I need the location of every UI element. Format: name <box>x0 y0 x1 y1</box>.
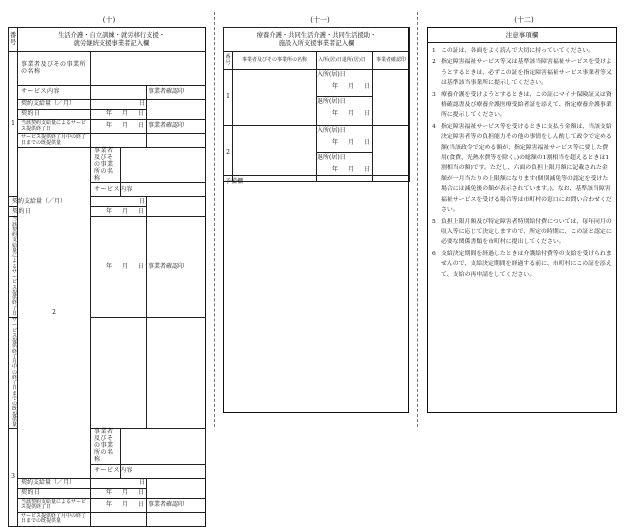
dates-field[interactable] <box>317 70 373 126</box>
contract-amount-unit: 日 <box>91 100 147 110</box>
confirm-stamp-label: 事業者確認印 <box>147 86 206 100</box>
header-number: 番号 <box>9 28 18 52</box>
end-date-field[interactable]: 年 月 日 <box>91 217 147 318</box>
col-number: 番号 <box>224 52 233 70</box>
note-number: 2 <box>432 59 436 66</box>
entry-used-amount-row <box>9 134 206 148</box>
used-amount-field[interactable] <box>91 512 147 526</box>
end-date-label: 当該契約支給量によるサービス提供終了日 <box>18 498 91 512</box>
confirm-stamp-field[interactable] <box>147 100 206 120</box>
note-number: 3 <box>432 91 436 98</box>
entry-end-date-row <box>9 120 206 134</box>
note-text: 療養介護を受けようとするときは、この証にマイナ保険証又は資格確認書及び療養介護医療受給者証を添えて、指定療養介護事業所に提示してください。 <box>441 91 612 119</box>
end-date-field[interactable]: 年 月 日 <box>91 498 147 512</box>
provider-record-table <box>8 27 206 527</box>
page-number: (十二) <box>514 16 534 24</box>
entry-used-amount-row <box>9 512 206 526</box>
note-text: 負担上限月額及び特定障害者特別給付費については、毎年同月の収入等に応じて決定しますので、所定の時期に、この証と認定に必要な関係書類を市町村に提出してください。 <box>441 218 612 246</box>
dates-field[interactable] <box>317 126 373 182</box>
contract-date-label: 契約日 <box>18 488 91 498</box>
service-field[interactable] <box>121 464 206 478</box>
note-text: この証は、各面をよく読んで大切に持っていてください。 <box>441 48 595 54</box>
confirm-stamp-label: 事業者確認印 <box>147 498 206 512</box>
page-11 <box>214 0 424 439</box>
note-number: 1 <box>432 48 436 54</box>
notes-divider <box>223 175 409 176</box>
entry-provider-row <box>9 148 206 183</box>
page-12 <box>417 0 627 439</box>
confirm-stamp-label: 事業者確認印 <box>147 217 206 318</box>
service-field[interactable] <box>91 86 147 100</box>
contract-date-field[interactable]: 年 月 日 <box>91 207 147 217</box>
provider-name-field[interactable] <box>233 70 317 126</box>
provider-name-label: 事業者及びその事業所の名称 <box>18 52 91 86</box>
confirm-stamp-field[interactable] <box>147 318 206 429</box>
page-number: (十一) <box>310 16 330 24</box>
entry-number: 1 <box>9 52 18 197</box>
contract-amount-label: 契約支給量（／月） <box>18 100 91 110</box>
entry-service-row <box>9 86 206 100</box>
note-item <box>432 249 612 280</box>
confirm-stamp-field[interactable] <box>373 126 410 182</box>
service-label: サービス内容 <box>91 183 121 197</box>
contract-amount-label: 契約支給量（／月） <box>18 478 91 488</box>
entry-end-date-row <box>9 498 206 512</box>
entry-number: 1 <box>224 70 233 126</box>
provider-name-field[interactable] <box>121 148 206 183</box>
contract-amount-unit: 日 <box>91 197 147 207</box>
note-number: 6 <box>432 250 436 257</box>
service-field[interactable] <box>121 183 206 197</box>
used-amount-label: サービス提供終了月中の終了日までの既提供量 <box>18 134 91 148</box>
note-text: 指定障害福祉サービス等を受けるときに支払う金額は、当該支給決定障害者等の負担能力その他の事情をしん酌して政令で定める額(当該政令で定める額が、指定障害福祉サービス等に要した費用(食費、光熱水費等を除く。)の総額の1割相当を超えるときは1割相当の額)です。ただし、六面の負担上限月額に記載された金額が一月当たりの上限額になります(個別減免等の認定を受けた場合には減免後の額が表示されています。)。なお、基準該当障害福祉サービスを受ける場合等は市町村の窓口にお問い合わせください。 <box>441 123 612 214</box>
provider-name-label: 事業者及びその事業所の名称 <box>91 148 121 183</box>
notes-frame <box>427 27 617 413</box>
end-date-field[interactable]: 年 月 日 <box>91 120 147 134</box>
provider-name-label: 事業者及びその事業所の名称 <box>91 429 121 464</box>
page-10 <box>0 0 210 525</box>
contract-date-field[interactable]: 年 月 日 <box>91 488 147 498</box>
note-text: 指定障害福祉サービス等又は基準該当障害福祉サービスを受けようとするときは、必ずこの証を指定障害福祉サービス事業者等又は基準該当事業所に提示してください。 <box>441 59 612 87</box>
entry-number: 2 <box>224 126 233 182</box>
entry-contract-amount-row <box>9 100 206 110</box>
col-confirm: 事業者確認印 <box>373 52 410 70</box>
contract-amount-label: 契約支給量（／月） <box>9 197 18 207</box>
note-item <box>432 122 612 216</box>
used-amount-label: サービス提供終了月中の終了日までの既提供量 <box>9 318 18 429</box>
contract-amount-unit: 日 <box>91 478 147 488</box>
notes-label: 予備欄 <box>225 178 244 185</box>
col-provider: 事業者及びその事業所の名称 <box>233 52 317 70</box>
residence-table <box>223 27 410 182</box>
confirm-stamp-field[interactable] <box>147 512 206 526</box>
note-item <box>432 46 612 56</box>
provider-name-field[interactable] <box>121 429 206 464</box>
contract-date-label: 契約日 <box>18 110 91 120</box>
note-number: 5 <box>432 218 436 225</box>
note-item <box>432 57 612 88</box>
confirm-stamp-field[interactable] <box>147 134 206 148</box>
confirm-stamp-label: 事業者確認印 <box>147 120 206 134</box>
entry-number: 3 <box>9 429 18 526</box>
entry-contract-amount-row <box>9 478 206 488</box>
provider-name-field[interactable] <box>233 126 317 182</box>
residence-entry-row <box>224 126 410 182</box>
header-title: 療養介護・共同生活介護・共同生活援助・ 施設入所支援事業者記入欄 <box>224 28 410 52</box>
entry-number: 2 <box>18 148 91 479</box>
notes-list <box>432 46 612 281</box>
header-title: 生活介護・自立訓練・就労移行支援・ 就労継続支援事業者記入欄 <box>18 28 206 52</box>
used-amount-field[interactable] <box>91 134 147 148</box>
note-item <box>432 90 612 121</box>
confirm-stamp-field[interactable] <box>147 197 206 217</box>
contract-date-field[interactable]: 年 月 日 <box>91 110 147 120</box>
col-dates: 入所(居)日退所(居)日 <box>317 52 373 70</box>
service-label: サービス内容 <box>18 86 91 100</box>
end-date-label: 当該契約支給量によるサービス提供終了日 <box>18 120 91 134</box>
service-label: サービス内容 <box>91 464 121 478</box>
admission-date[interactable]: 入所(居)日 年 月 日 <box>317 126 372 153</box>
note-item <box>432 217 612 248</box>
note-number: 4 <box>432 123 436 130</box>
discharge-date[interactable]: 退所(居)日 年 月 日 <box>317 98 370 117</box>
used-amount-field[interactable] <box>91 318 147 429</box>
note-text: 支給決定期間を経過したときは介護給付費等の支給を受けられませんので、支給決定期間を経過する前に、市町村にこの証を添えて、支給の再申請をしてください。 <box>441 250 612 278</box>
provider-name-field[interactable] <box>91 52 206 86</box>
residence-entry-row <box>224 70 410 126</box>
entry-provider-row <box>9 52 206 86</box>
page-number: (十) <box>102 16 116 24</box>
used-amount-label: サービス提供終了月中の終了日までの既提供量 <box>18 512 91 526</box>
entries-body <box>9 52 206 527</box>
contract-date-label: 契約日 <box>9 207 18 217</box>
discharge-date[interactable]: 退所(居)日 年 月 日 <box>317 154 370 173</box>
notes-title: 注意事項欄 <box>428 28 616 43</box>
admission-date[interactable]: 入所(居)日 年 月 日 <box>317 70 372 97</box>
residence-entries <box>224 70 410 182</box>
confirm-stamp-field[interactable] <box>373 70 410 126</box>
end-date-label: 当該契約支給量によるサービス提供終了日 <box>9 217 18 318</box>
confirm-stamp-field[interactable] <box>147 478 206 498</box>
